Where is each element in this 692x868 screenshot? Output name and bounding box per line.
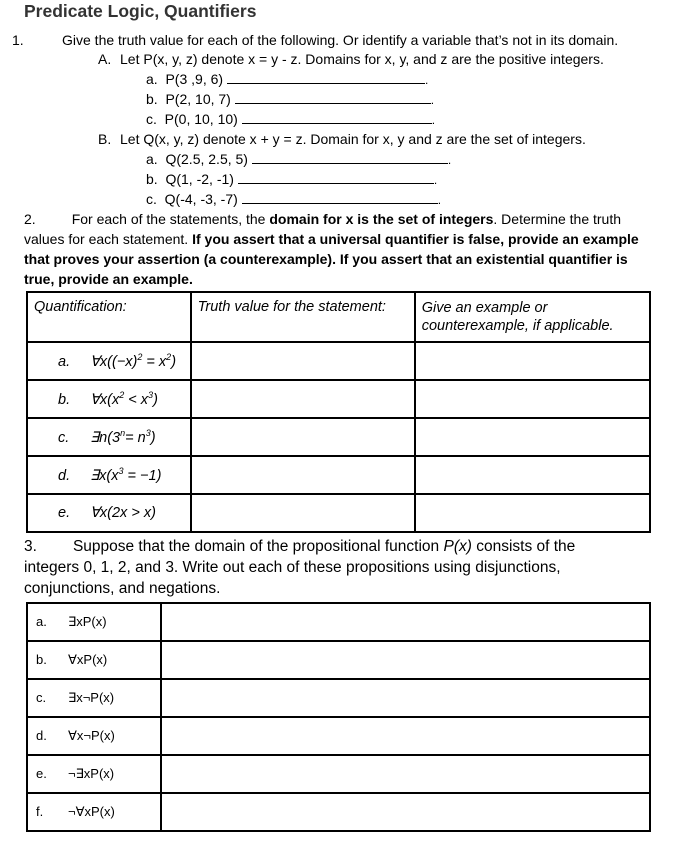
expr-part: = x <box>142 353 167 370</box>
truth-value-cell[interactable] <box>191 494 415 532</box>
period: . <box>447 153 452 167</box>
expr-sup: n <box>120 428 126 439</box>
example-cell[interactable] <box>415 494 650 532</box>
quantifier-cell <box>27 456 191 494</box>
row-label: a. <box>36 614 47 629</box>
period: . <box>437 193 442 207</box>
proposition-expr: ∀x¬P(x) <box>68 728 115 743</box>
q1b-item-b <box>146 171 437 187</box>
q2-bold-instructions: If you assert that a universal quantifier is false, provide an example that proves your assertion (a counterexample). If you assert that an existential quantifier is true, provide an example. <box>24 231 639 287</box>
item-label: b. <box>146 91 158 107</box>
period: . <box>431 113 436 127</box>
expr-sup: 3 <box>145 428 151 439</box>
item-text: Q(1, -2, -1) <box>165 171 234 187</box>
period: . <box>424 73 429 87</box>
example-cell[interactable] <box>415 456 650 494</box>
q2-mid: . Determine the truth values for each statement. <box>24 211 622 247</box>
header-example: Give an example or counterexample, if applicable. <box>415 292 650 342</box>
q1a-item-b <box>146 91 434 107</box>
table-header-row <box>27 292 650 342</box>
expr-sup: 2 <box>137 352 143 363</box>
answer-cell[interactable] <box>161 679 650 717</box>
answer-blank[interactable] <box>238 171 434 184</box>
q2-bold-domain: domain for x is the set of integers <box>269 211 494 227</box>
table-row <box>27 679 650 717</box>
page-title: Predicate Logic, Quantifiers <box>24 1 257 21</box>
table-row <box>27 342 650 380</box>
truth-value-cell[interactable] <box>191 342 415 380</box>
q1-text: Give the truth value for each of the following. Or identify a variable that’s not in its domain. <box>62 32 619 48</box>
row-label: f. <box>36 804 44 819</box>
answer-blank[interactable] <box>252 151 448 164</box>
q2-text <box>24 209 660 289</box>
proposition-expr: ∀xP(x) <box>68 652 108 667</box>
row-label: c. <box>36 690 47 705</box>
row-label: b. <box>58 391 71 408</box>
table-row <box>27 456 650 494</box>
header-quantification: Quantification: <box>27 292 191 342</box>
expr-part: ∀x((−x) <box>90 353 138 370</box>
answer-blank[interactable] <box>242 111 432 124</box>
expr-sup: 2 <box>119 390 125 401</box>
expr-sup: 3 <box>148 390 154 401</box>
row-label: a. <box>58 353 71 370</box>
table-row <box>27 717 650 755</box>
table-row <box>27 494 650 532</box>
item-label: a. <box>146 151 158 167</box>
proposition-cell <box>27 641 161 679</box>
row-label: c. <box>58 429 70 446</box>
item-label: c. <box>146 111 157 127</box>
answer-blank[interactable] <box>227 71 425 84</box>
expr-part: < x <box>124 391 149 408</box>
expr-sup: 2 <box>166 352 172 363</box>
answer-blank[interactable] <box>235 91 431 104</box>
quantifier-cell <box>27 342 191 380</box>
q3-text <box>24 536 624 599</box>
item-label: a. <box>146 71 158 87</box>
row-label: e. <box>36 766 47 781</box>
quantifier-cell <box>27 380 191 418</box>
q2-number: 2. <box>24 211 36 227</box>
q1b-label: B. <box>98 131 112 147</box>
answer-cell[interactable] <box>161 793 650 831</box>
table-row <box>27 418 650 456</box>
example-cell[interactable] <box>415 342 650 380</box>
q1-number: 1. <box>12 32 24 48</box>
answer-cell[interactable] <box>161 641 650 679</box>
table-row <box>27 380 650 418</box>
proposition-cell <box>27 679 161 717</box>
row-label: d. <box>58 467 71 484</box>
answer-cell[interactable] <box>161 717 650 755</box>
q1b-item-c <box>146 191 441 207</box>
item-label: b. <box>146 171 158 187</box>
q3-text2: consists of the integers 0, 1, 2, and 3. Write out each of these propositions using disjunctions, conjunctions, and negations. <box>24 538 576 597</box>
expr-part: ∃n(3 <box>90 429 121 446</box>
row-label: b. <box>36 652 47 667</box>
expr-part: ∃x(x <box>90 467 119 484</box>
item-text: P(3 ,9, 6) <box>165 71 224 87</box>
header-truth-value: Truth value for the statement: <box>191 292 415 342</box>
item-text: Q(2.5, 2.5, 5) <box>165 151 248 167</box>
period: . <box>433 173 438 187</box>
proposition-cell <box>27 793 161 831</box>
expr-part: ) <box>171 353 177 370</box>
expr-part: = −1) <box>123 467 162 484</box>
q2-intro: For each of the statements, the <box>71 211 270 227</box>
quantifier-cell <box>27 494 191 532</box>
period: . <box>430 93 435 107</box>
q3-number: 3. <box>24 538 37 555</box>
answer-cell[interactable] <box>161 603 650 641</box>
q1a-item-a <box>146 71 428 87</box>
item-text: P(0, 10, 10) <box>164 111 238 127</box>
quantifier-cell <box>27 418 191 456</box>
item-text: P(2, 10, 7) <box>165 91 231 107</box>
proposition-cell <box>27 755 161 793</box>
item-text: Q(-4, -3, -7) <box>164 191 238 207</box>
proposition-expr: ∃xP(x) <box>68 614 107 629</box>
proposition-cell <box>27 603 161 641</box>
row-label: d. <box>36 728 47 743</box>
truth-value-cell[interactable] <box>191 456 415 494</box>
expr-part: ∀x(x <box>90 391 120 408</box>
example-cell[interactable] <box>415 418 650 456</box>
expr-part: ) <box>150 429 156 446</box>
proposition-expr: ¬∀xP(x) <box>68 804 115 819</box>
table-row <box>27 755 650 793</box>
table-row <box>27 793 650 831</box>
answer-blank[interactable] <box>242 191 438 204</box>
truth-value-cell[interactable] <box>191 380 415 418</box>
q1b-text: Let Q(x, y, z) denote x + y = z. Domain for x, y and z are the set of integers. <box>120 131 586 147</box>
q3-function: P(x) <box>443 538 472 555</box>
q1a-item-c <box>146 111 435 127</box>
quantification-table <box>26 291 651 533</box>
truth-value-cell[interactable] <box>191 418 415 456</box>
propositions-table <box>26 602 651 832</box>
table-row <box>27 603 650 641</box>
expr-part: ) <box>153 391 158 408</box>
proposition-expr: ∃x¬P(x) <box>68 690 115 705</box>
q1a-label: A. <box>98 51 112 67</box>
row-label: e. <box>58 505 71 521</box>
q1a-text: Let P(x, y, z) denote x = y - z. Domains for x, y, and z are the positive integers. <box>120 51 604 67</box>
proposition-cell <box>27 717 161 755</box>
answer-cell[interactable] <box>161 755 650 793</box>
proposition-expr: ¬∃xP(x) <box>68 766 115 781</box>
expr-sup: 3 <box>118 466 124 477</box>
example-cell[interactable] <box>415 380 650 418</box>
table-row <box>27 641 650 679</box>
q3-text1: Suppose that the domain of the propositional function <box>72 538 444 555</box>
q1b-item-a <box>146 151 451 167</box>
expr-part: = n <box>125 429 146 446</box>
item-label: c. <box>146 191 157 207</box>
expr-part: ∀x(2x > x) <box>90 505 156 521</box>
